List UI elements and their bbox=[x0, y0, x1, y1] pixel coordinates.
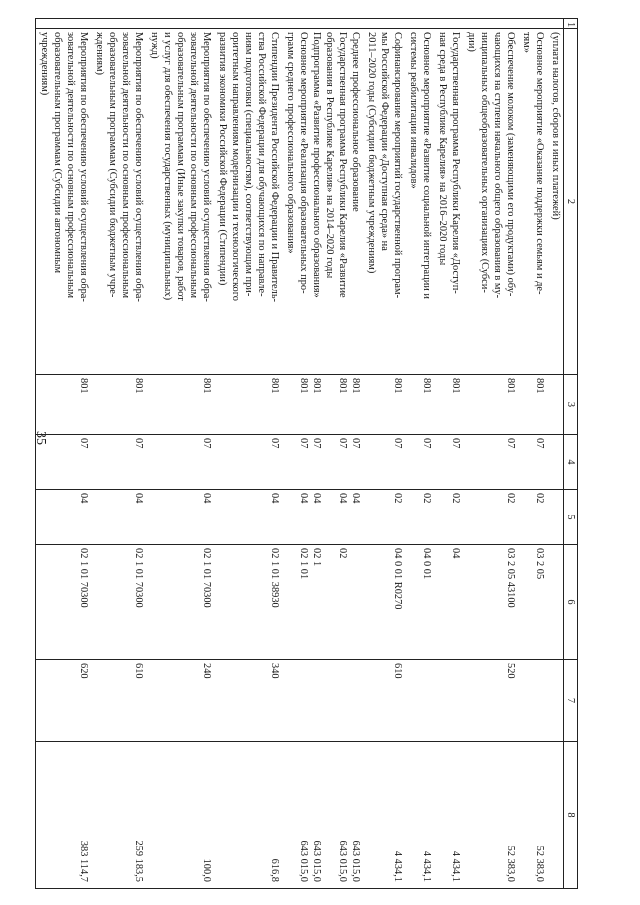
section-code-cell bbox=[282, 435, 363, 490]
target-code-line: 04 bbox=[450, 548, 461, 559]
subsection-code-line: 04 bbox=[337, 493, 348, 504]
item-name-line: зовательной деятельности по основным профессиональным bbox=[65, 32, 76, 299]
table-row bbox=[547, 19, 564, 889]
target-code-line: 02 bbox=[337, 548, 348, 559]
amount-cell bbox=[214, 742, 282, 889]
target-code-cell bbox=[36, 545, 92, 660]
column-header-2: 2 bbox=[564, 29, 578, 375]
item-name-cell bbox=[91, 29, 146, 375]
target-code-line: 04 0 01 bbox=[421, 548, 432, 580]
table-row bbox=[36, 19, 92, 889]
target-code-cell bbox=[463, 545, 518, 660]
table-row bbox=[434, 19, 463, 889]
admin-code-cell bbox=[91, 375, 146, 435]
item-name-line: ждениям) bbox=[94, 32, 105, 76]
item-name-cell bbox=[214, 29, 282, 375]
subsection-code-line: 04 bbox=[133, 493, 144, 504]
admin-code-line: 801 bbox=[534, 378, 545, 394]
item-name-cell bbox=[282, 29, 363, 375]
item-name-line: мы Российской Федерации «Доступная среда» на bbox=[379, 32, 390, 251]
item-name-cell bbox=[463, 29, 518, 375]
item-name-cell bbox=[36, 29, 92, 375]
table-row bbox=[518, 19, 547, 889]
section-code-cell bbox=[214, 435, 282, 490]
admin-code-line: 801 bbox=[337, 378, 348, 394]
amount-cell bbox=[547, 742, 564, 889]
section-code-line: 07 bbox=[392, 438, 403, 449]
item-name-line: ниципальных общеобразовательных организациях (Субси- bbox=[479, 32, 490, 293]
item-name-line: 2011–2020 годы (Субсидии бюджетным учреждениям) bbox=[366, 32, 377, 274]
item-name-line: Мероприятия по обеспечению условий осуществления обра- bbox=[78, 32, 89, 302]
subsection-code-cell bbox=[36, 490, 92, 545]
admin-code-line: 801 bbox=[421, 378, 432, 394]
item-name-line: образовательным программам (Субсидии бюджетным учре- bbox=[107, 32, 118, 298]
item-name-line: тям» bbox=[521, 32, 532, 53]
target-code-line: 02 1 01 70300 bbox=[133, 548, 144, 608]
target-code-line bbox=[349, 548, 362, 656]
amount-cell bbox=[36, 742, 92, 889]
expense-type-code-cell bbox=[463, 660, 518, 742]
item-name-line: чающихся на ступени начального общего образования в му- bbox=[492, 32, 503, 299]
admin-code-line: 801 bbox=[350, 378, 361, 394]
section-code-cell bbox=[91, 435, 146, 490]
subsection-code-line: 04 bbox=[269, 493, 280, 504]
table-row bbox=[214, 19, 282, 889]
admin-code-line: 801 bbox=[269, 378, 280, 394]
section-code-line: 07 bbox=[133, 438, 144, 449]
row-number-cell bbox=[146, 19, 214, 29]
amount-line: 52 383,0 bbox=[534, 845, 545, 882]
target-code-line: 02 1 bbox=[311, 548, 322, 567]
item-name-line: (уплата налогов, сборов и иных платежей) bbox=[550, 32, 561, 220]
admin-code-line: 801 bbox=[311, 378, 322, 394]
item-name-line: системы реабилитации инвалидов» bbox=[408, 32, 419, 189]
target-code-cell bbox=[405, 545, 434, 660]
target-code-cell bbox=[547, 545, 564, 660]
column-header-4: 4 bbox=[564, 435, 578, 490]
section-code-line: 07 bbox=[337, 438, 348, 449]
target-code-line: 02 1 01 38930 bbox=[269, 548, 280, 608]
section-code-line: 07 bbox=[450, 438, 461, 449]
item-name-line: нужд) bbox=[149, 32, 160, 59]
row-number-cell bbox=[547, 19, 564, 29]
item-name-line: учреждениям) bbox=[39, 32, 50, 96]
expense-type-code-cell bbox=[518, 660, 547, 742]
section-code-cell bbox=[146, 435, 214, 490]
subsection-code-cell bbox=[214, 490, 282, 545]
amount-line: 100,0 bbox=[201, 858, 212, 882]
amount-line: 383 114,7 bbox=[78, 840, 89, 882]
target-code-cell bbox=[282, 545, 363, 660]
target-code-line: 02 1 01 bbox=[298, 548, 309, 580]
table-row bbox=[363, 19, 405, 889]
expense-type-code-cell bbox=[282, 660, 363, 742]
subsection-code-cell bbox=[518, 490, 547, 545]
item-name-line: ная среда в Республике Карелия» на 2016–2020 годы bbox=[437, 32, 448, 266]
subsection-code-cell bbox=[405, 490, 434, 545]
amount-line: 643 015,0 bbox=[337, 840, 348, 882]
target-code-cell bbox=[434, 545, 463, 660]
amount-line: 4 434,1 bbox=[392, 850, 403, 882]
admin-code-line: 801 bbox=[201, 378, 212, 394]
row-number-cell bbox=[405, 19, 434, 29]
admin-code-line: 801 bbox=[505, 378, 516, 394]
subsection-code-cell bbox=[463, 490, 518, 545]
subsection-code-line: 04 bbox=[350, 493, 361, 504]
row-number-cell bbox=[91, 19, 146, 29]
section-code-cell bbox=[405, 435, 434, 490]
target-code-cell bbox=[363, 545, 405, 660]
expense-type-code-line: 340 bbox=[269, 663, 280, 679]
amount-cell bbox=[518, 742, 547, 889]
expense-type-code-cell bbox=[214, 660, 282, 742]
section-code-line bbox=[323, 438, 336, 486]
subsection-code-line bbox=[284, 493, 297, 541]
subsection-code-line: 04 bbox=[298, 493, 309, 504]
row-number-cell bbox=[282, 19, 363, 29]
target-code-line: 03 2 05 43100 bbox=[505, 548, 516, 608]
item-name-line: Среднее профессиональное образование bbox=[350, 32, 361, 212]
item-name-line: и услуг для обеспечения государственных (муниципальных) bbox=[162, 32, 173, 301]
admin-code-cell bbox=[36, 375, 92, 435]
budget-table bbox=[35, 18, 578, 889]
item-name-line: Мероприятия по обеспечению условий осуществления обра- bbox=[201, 32, 212, 302]
subsection-code-line: 04 bbox=[78, 493, 89, 504]
expense-type-code-line: 610 bbox=[133, 663, 144, 679]
table-row bbox=[146, 19, 214, 889]
subsection-code-cell bbox=[146, 490, 214, 545]
subsection-code-cell bbox=[91, 490, 146, 545]
item-name-line: ниям подготовки (специальностям), соответствующим при- bbox=[243, 32, 254, 297]
admin-code-line: 801 bbox=[450, 378, 461, 394]
subsection-code-cell bbox=[434, 490, 463, 545]
subsection-code-line: 04 bbox=[201, 493, 212, 504]
section-code-line: 07 bbox=[298, 438, 309, 449]
section-code-cell bbox=[518, 435, 547, 490]
admin-code-cell bbox=[405, 375, 434, 435]
section-code-line: 07 bbox=[350, 438, 361, 449]
target-code-line bbox=[284, 548, 297, 656]
section-code-line: 07 bbox=[421, 438, 432, 449]
admin-code-cell bbox=[146, 375, 214, 435]
expense-type-code-line: 620 bbox=[78, 663, 89, 679]
admin-code-line: 801 bbox=[133, 378, 144, 394]
subsection-code-cell bbox=[547, 490, 564, 545]
target-code-line: 04 0 01 R0270 bbox=[392, 548, 403, 610]
expense-type-code-cell bbox=[146, 660, 214, 742]
expense-type-code-cell bbox=[434, 660, 463, 742]
item-name-cell bbox=[518, 29, 547, 375]
target-code-cell bbox=[91, 545, 146, 660]
table-row bbox=[463, 19, 518, 889]
table-row bbox=[405, 19, 434, 889]
section-code-cell bbox=[463, 435, 518, 490]
item-name-line: зовательной деятельности по основным профессиональным bbox=[188, 32, 199, 299]
admin-code-cell bbox=[518, 375, 547, 435]
column-header-8: 8 bbox=[564, 742, 578, 889]
section-code-cell bbox=[434, 435, 463, 490]
table-row bbox=[91, 19, 146, 889]
row-number-cell bbox=[434, 19, 463, 29]
item-name-line: Государственная программа Республики Карелия «Доступ- bbox=[450, 32, 461, 294]
row-number-cell bbox=[463, 19, 518, 29]
admin-code-cell bbox=[434, 375, 463, 435]
subsection-code-line: 04 bbox=[311, 493, 322, 504]
item-name-line: Софинансирование мероприятий государственной програм- bbox=[392, 32, 403, 299]
expense-type-code-cell bbox=[405, 660, 434, 742]
admin-code-line bbox=[284, 378, 297, 431]
target-code-line: 02 1 01 70300 bbox=[201, 548, 212, 608]
item-name-cell bbox=[146, 29, 214, 375]
section-code-line: 07 bbox=[505, 438, 516, 449]
subsection-code-cell bbox=[282, 490, 363, 545]
subsection-code-line: 02 bbox=[505, 493, 516, 504]
table-row bbox=[282, 19, 363, 889]
admin-code-line: 801 bbox=[298, 378, 309, 394]
item-name-line: Мероприятия по обеспечению условий осуществления обра- bbox=[133, 32, 144, 302]
section-code-cell bbox=[547, 435, 564, 490]
item-name-cell bbox=[363, 29, 405, 375]
page-number: 35 bbox=[33, 431, 48, 445]
item-name-line: Стипендии Президента Российской Федерации и Правитель- bbox=[269, 32, 280, 303]
amount-line: 643 015,0 bbox=[350, 840, 361, 882]
item-name-cell bbox=[434, 29, 463, 375]
table-body bbox=[36, 19, 564, 889]
item-name-line: Подпрограмма «Развитие профессионального образования» bbox=[311, 32, 322, 298]
expense-type-code-cell bbox=[91, 660, 146, 742]
admin-code-cell bbox=[463, 375, 518, 435]
item-name-line: образовательным программам (Субсидии автономным bbox=[52, 32, 63, 274]
item-name-line: Государственная программа Республики Карелия «Развитие bbox=[337, 32, 348, 298]
row-number-cell bbox=[214, 19, 282, 29]
item-name-cell bbox=[405, 29, 434, 375]
subsection-code-line bbox=[323, 493, 336, 541]
item-name-line: Основное мероприятие «Развитие социальной интеграции и bbox=[421, 32, 432, 299]
header-row bbox=[564, 19, 578, 889]
amount-line: 643 015,0 bbox=[311, 840, 322, 882]
expense-type-code-line: 520 bbox=[505, 663, 516, 679]
item-name-line: Обеспечение молоком (заменяющими его продуктами) обу- bbox=[505, 32, 516, 297]
section-code-line: 07 bbox=[269, 438, 280, 449]
item-name-line: развития экономики Российской Федерации (Стипендии) bbox=[217, 32, 228, 286]
admin-code-cell bbox=[282, 375, 363, 435]
amount-cell bbox=[363, 742, 405, 889]
column-header-3: 3 bbox=[564, 375, 578, 435]
admin-code-line: 801 bbox=[78, 378, 89, 394]
item-name-line: дии) bbox=[466, 32, 477, 52]
subsection-code-line: 02 bbox=[450, 493, 461, 504]
target-code-line: 02 1 01 70300 bbox=[78, 548, 89, 608]
admin-code-cell bbox=[214, 375, 282, 435]
column-header-6: 6 bbox=[564, 545, 578, 660]
amount-cell bbox=[146, 742, 214, 889]
row-number-cell bbox=[518, 19, 547, 29]
amount-line bbox=[284, 745, 297, 882]
item-name-line: оритетным направлениям модернизации и технологического bbox=[230, 32, 241, 301]
amount-cell bbox=[91, 742, 146, 889]
admin-code-line: 801 bbox=[392, 378, 403, 394]
item-name-cell bbox=[547, 29, 564, 375]
section-code-line bbox=[284, 438, 297, 486]
amount-line bbox=[323, 745, 336, 882]
column-header-5: 5 bbox=[564, 490, 578, 545]
subsection-code-line: 02 bbox=[534, 493, 545, 504]
item-name-line: ства Российской Федерации для обучающихся по направле- bbox=[256, 32, 267, 297]
expense-type-code-line: 610 bbox=[392, 663, 403, 679]
amount-cell bbox=[405, 742, 434, 889]
target-code-cell bbox=[518, 545, 547, 660]
expense-type-code-line: 240 bbox=[201, 663, 212, 679]
admin-code-cell bbox=[363, 375, 405, 435]
item-name-line: образования в Республике Карелия» на 2014–2020 годы bbox=[324, 32, 335, 279]
target-code-cell bbox=[214, 545, 282, 660]
amount-line: 52 383,0 bbox=[505, 845, 516, 882]
amount-line: 4 434,1 bbox=[450, 850, 461, 882]
section-code-line: 07 bbox=[534, 438, 545, 449]
amount-line: 4 434,1 bbox=[421, 850, 432, 882]
expense-type-code-cell bbox=[547, 660, 564, 742]
column-header-1: 1 bbox=[564, 19, 578, 29]
target-code-cell bbox=[146, 545, 214, 660]
expense-type-code-cell bbox=[363, 660, 405, 742]
amount-line: 616,8 bbox=[269, 858, 280, 882]
subsection-code-line: 02 bbox=[421, 493, 432, 504]
target-code-line: 03 2 05 bbox=[534, 548, 545, 580]
row-number-cell bbox=[36, 19, 92, 29]
admin-code-line bbox=[323, 378, 336, 431]
item-name-line: Основное мероприятие «Реализация образовательных про- bbox=[298, 32, 309, 294]
item-name-line: зовательной деятельности по основным профессиональным bbox=[120, 32, 131, 299]
section-code-cell bbox=[363, 435, 405, 490]
subsection-code-line: 02 bbox=[392, 493, 403, 504]
section-code-line: 07 bbox=[78, 438, 89, 449]
amount-cell bbox=[463, 742, 518, 889]
section-code-line: 07 bbox=[201, 438, 212, 449]
column-header-7: 7 bbox=[564, 660, 578, 742]
section-code-line: 07 bbox=[311, 438, 322, 449]
item-name-line: Основное мероприятие «Оказание поддержки семьям и де- bbox=[534, 32, 545, 295]
amount-line: 259 183,5 bbox=[133, 840, 144, 882]
section-code-cell bbox=[36, 435, 92, 490]
expense-type-code-cell bbox=[36, 660, 92, 742]
target-code-line bbox=[323, 548, 336, 656]
admin-code-cell bbox=[547, 375, 564, 435]
amount-line: 643 015,0 bbox=[298, 840, 309, 882]
amount-cell bbox=[282, 742, 363, 889]
row-number-cell bbox=[363, 19, 405, 29]
item-name-line: грамм среднего профессионального образования» bbox=[285, 32, 296, 254]
item-name-line: образовательным программам (Иные закупки товаров, работ bbox=[175, 32, 186, 301]
subsection-code-cell bbox=[363, 490, 405, 545]
amount-cell bbox=[434, 742, 463, 889]
